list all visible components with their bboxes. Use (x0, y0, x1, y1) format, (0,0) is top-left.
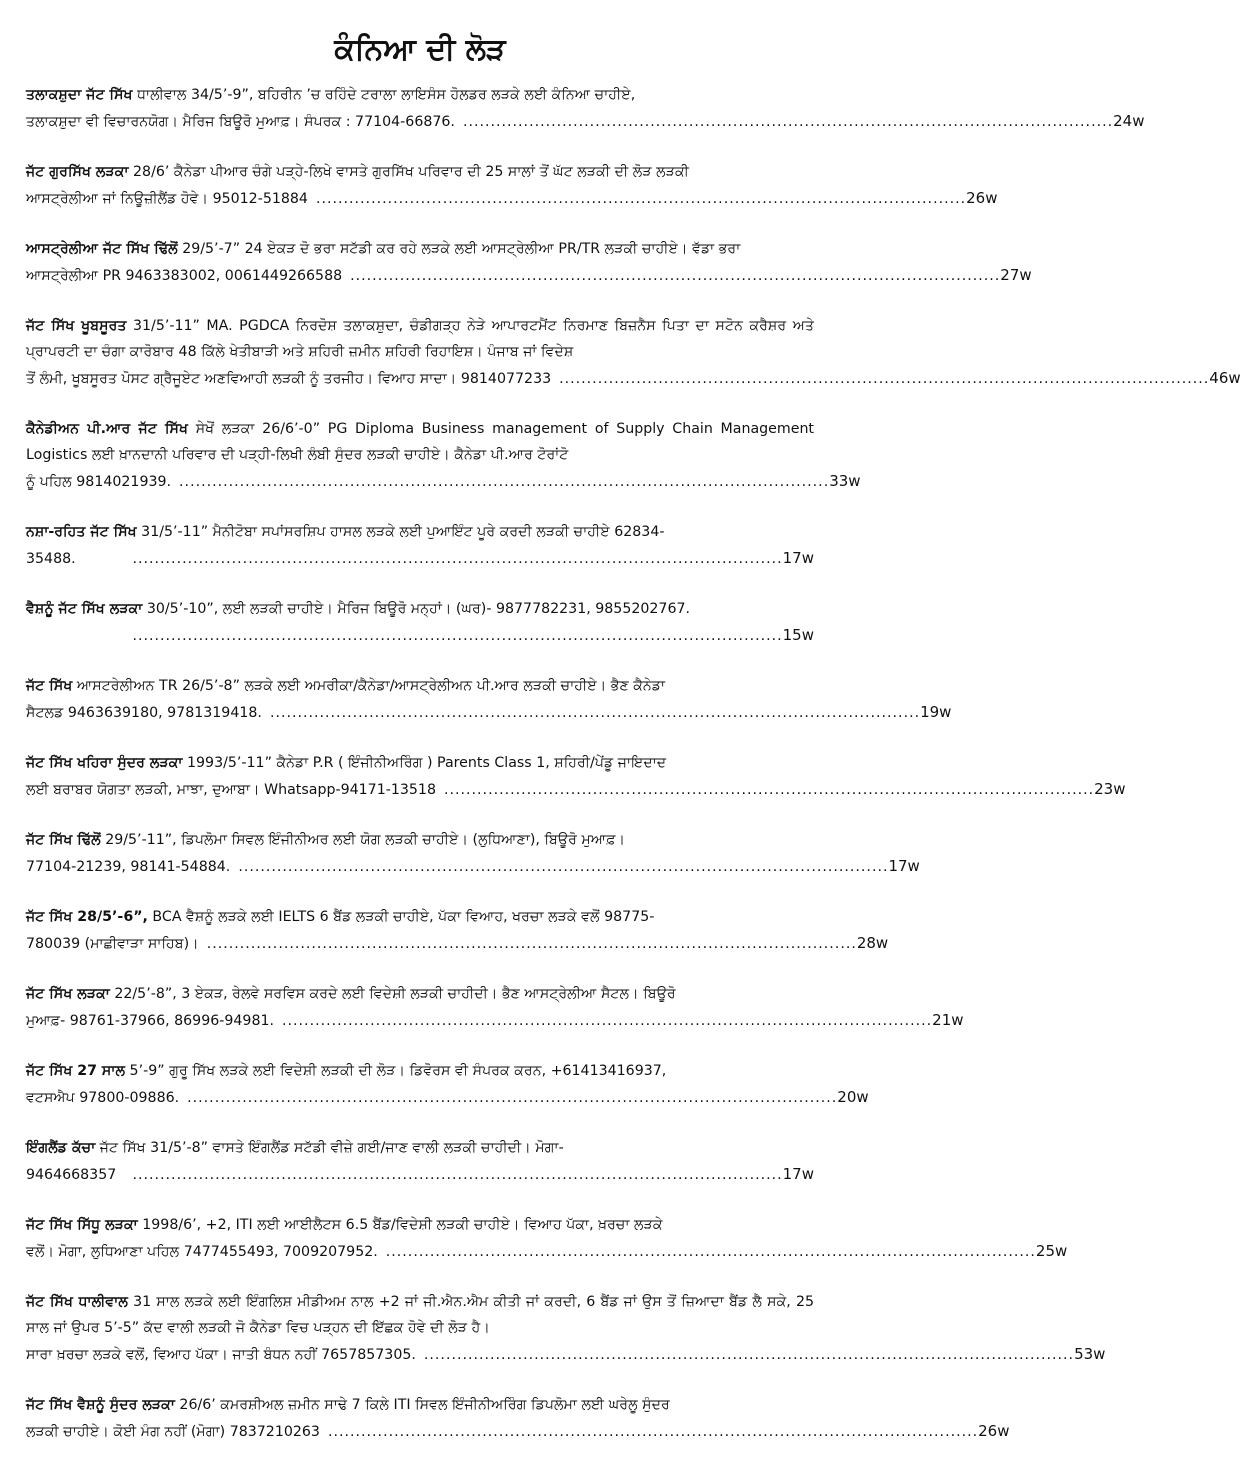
ad-code: 21w (932, 1011, 964, 1029)
ad-code: 33w (829, 472, 861, 490)
dot-leader (238, 854, 888, 880)
ad-code: 46w (1209, 369, 1241, 387)
ad-body (26, 1058, 814, 1084)
ad-tail-text: ਆਸਟ੍ਰੇਲੀਆ PR 9463383002, 0061449266588 (26, 268, 343, 284)
ad-15 (26, 1212, 1068, 1265)
ad-lead: ਵੈਸ਼ਨੂੰ ਜੱਟ ਸਿੱਖ ਲੜਕਾ (26, 601, 143, 617)
dot-leader (207, 931, 857, 957)
ad-12 (26, 981, 964, 1034)
ad-tail-text: ਲਈ ਬਰਾਬਰ ਯੋਗਤਾ ਲੜਕੀ, ਮਾਝਾ, ਦੁਆਬਾ। Whatsapp-94171-13518 (26, 782, 436, 798)
ad-text: 29/5’-7” 24 ਏਕੜ ਦੋ ਭਰਾ ਸਟੱਡੀ ਕਰ ਰਹੇ ਲੜਕੇ ਲਈ ਆਸਟ੍ਰੇਲੀਆ PR/TR ਲੜਕੀ ਚਾਹੀਏ। ਵੱਡਾ ਭਰਾ (177, 241, 741, 257)
ad-body (26, 981, 814, 1007)
ad-code: 25w (1035, 1242, 1068, 1260)
ad-text: 31/5’-11” MA. PGDCA ਨਿਰਦੋਸ਼ ਤਲਾਕਸ਼ੁਦਾ, ਚੰਡੀਗੜ੍ਹ ਨੇੜੇ ਆਪਾਰਟਮੈਂਟ ਨਿਰਮਾਣ ਬਿਜ਼ਨੈਸ ਪਿਤਾ ਦਾ ਸਟੋਨ ਕਰੈਸ਼ਰ ਅਤੇ ਪ੍ਰਾਪਰਟੀ ਦਾ ਚੰਗਾ ਕਾਰੋਬਾਰ 48 ਕਿੱਲੇ ਖੇਤੀਬਾੜੀ ਅਤੇ ਸ਼ਹਿਰੀ ਜ਼ਮੀਨ ਸ਼ਹਿਰੀ ਰਿਹਾਇਸ਼। ਪੰਜਾਬ ਜਾਂ ਵਿਦੇਸ਼ (26, 318, 814, 360)
ad-tail (26, 1238, 1068, 1265)
ad-body (26, 750, 814, 776)
ad-text: 29/5’-11”, ਡਿਪਲੋਮਾ ਸਿਵਲ ਇੰਜੀਨੀਅਰ ਲਈ ਯੋਗ ਲੜਕੀ ਚਾਹੀਏ। (ਲੁਧਿਆਣਾ), ਬਿਊਰੋ ਮੁਆਫ਼। (100, 832, 626, 848)
dot-leader (559, 366, 1209, 392)
dot-leader (316, 186, 966, 212)
ad-tail (26, 545, 814, 572)
ad-lead: ਜੱਟ ਸਿੱਖ 28/5’-6”, (26, 909, 148, 925)
ad-tail-text: ਲੜਕੀ ਚਾਹੀਏ। ਕੋਈ ਮੰਗ ਨਹੀਂ (ਮੋਗਾ) 7837210263 (26, 1424, 320, 1440)
dot-leader (350, 263, 1000, 289)
ad-body (26, 519, 814, 545)
ad-tail (26, 622, 814, 649)
ad-lead: ਜੱਟ ਸਿੱਖ ਸਿੱਧੂ ਲੜਕਾ (26, 1217, 138, 1233)
ad-tail (26, 108, 1145, 135)
ad-text: ਧਾਲੀਵਾਲ 34/5’-9”, ਬਹਿਰੀਨ ’ਚ ਰਹਿੰਦੇ ਟਰਾਲਾ ਲਾਇਸੰਸ ਹੋਲਡਰ ਲੜਕੇ ਲਈ ਕੰਨਿਆ ਚਾਹੀਏ, (132, 87, 636, 103)
ad-tail (26, 1084, 869, 1111)
ad-text: BCA ਵੈਸ਼ਨੂੰ ਲੜਕੇ ਲਈ IELTS 6 ਬੈਂਡ ਲੜਕੀ ਚਾਹੀਏ, ਪੱਕਾ ਵਿਆਹ, ਖਰਚਾ ਲੜਕੇ ਵਲੋਂ 98775- (147, 909, 655, 925)
ad-7 (26, 596, 814, 649)
ad-tail (26, 365, 1241, 392)
ad-body (26, 904, 814, 930)
ad-tail (26, 853, 920, 880)
ad-code: 19w (920, 703, 952, 721)
ad-code: 26w (966, 189, 998, 207)
dot-leader (463, 109, 1113, 135)
ad-text: 5’-9” ਗੁਰੂ ਸਿੱਖ ਲੜਕੇ ਲਈ ਵਿਦੇਸ਼ੀ ਲੜਕੀ ਦੀ ਲੋੜ। ਡਿਵੋਰਸ ਵੀ ਸੰਪਰਕ ਕਰਨ, +61413416937, (125, 1063, 667, 1079)
dot-leader (84, 546, 783, 572)
ad-tail-text: ਤੋਂ ਲੰਮੀ, ਖੂਬਸੂਰਤ ਪੋਸਟ ਗ੍ਰੈਜੂਏਟ ਅਣਵਿਆਹੀ ਲੜਕੀ ਨੂੰ ਤਰਜੀਹ। ਵਿਆਹ ਸਾਦਾ। 9814077233 (26, 371, 552, 387)
ad-tail-text: 77104-21239, 98141-54884. (26, 859, 231, 875)
ad-tail (26, 1341, 1106, 1368)
ad-body (26, 313, 814, 365)
ad-code: 20w (837, 1088, 869, 1106)
ad-body (26, 673, 814, 699)
ad-tail-text: 9464668357 (26, 1167, 117, 1183)
ad-tail-text: ਸੈਟਲਡ 9463639180, 9781319418. (26, 705, 262, 721)
ad-code: 28w (856, 934, 889, 952)
ad-tail (26, 1161, 814, 1188)
ad-lead: ਜੱਟ ਸਿੱਖ ਖੂਬਸੂਰਤ (26, 318, 127, 334)
ad-lead: ਜੱਟ ਸਿੱਖ ਧਾਲੀਵਾਲ (26, 1294, 128, 1310)
ad-text: 31 ਸਾਲ ਲੜਕੇ ਲਈ ਇੰਗਲਿਸ਼ ਮੀਡੀਅਮ ਨਾਲ +2 ਜਾਂ ਜੀ.ਐਨ.ਐਮ ਕੀਤੀ ਜਾਂ ਕਰਦੀ, 6 ਬੈਂਡ ਜਾਂ ਉਸ ਤੋਂ ਜ਼ਿਆਦਾ ਬੈਂਡ ਲੈ ਸਕੇ, 25 ਸਾਲ ਜਾਂ ਉਪਰ 5’-5” ਕੱਦ ਵਾਲੀ ਲੜਕੀ ਜੋ ਕੈਨੇਡਾ ਵਿਚ ਪੜ੍ਹਨ ਦੀ ਇੱਛਕ ਹੋਵੇ ਦੀ ਲੋੜ ਹੈ। (26, 1294, 815, 1336)
ad-code: 17w (782, 1165, 814, 1183)
ad-10 (26, 827, 920, 880)
ad-body (26, 236, 814, 262)
ad-tail (26, 776, 1126, 803)
ad-lead: ਜੱਟ ਸਿੱਖ (26, 678, 73, 694)
ad-lead: ਜੱਟ ਸਿੱਖ ਵੈਸ਼ਨੂੰ ਸੁੰਦਰ ਲੜਕਾ (26, 1397, 175, 1413)
ad-1 (26, 82, 1145, 135)
dot-leader (124, 1162, 782, 1188)
ad-code: 26w (978, 1422, 1010, 1440)
ad-16 (26, 1289, 1106, 1368)
ad-2 (26, 159, 998, 212)
ad-body (26, 1289, 814, 1341)
ad-5 (26, 416, 861, 495)
ad-13 (26, 1058, 869, 1111)
ad-tail-text: ਨੂੰ ਪਹਿਲ 9814021939. (26, 474, 172, 490)
ad-tail (26, 699, 952, 726)
ad-tail-text: 780039 (ਮਾਛੀਵਾੜਾ ਸਾਹਿਬ)। (26, 936, 199, 952)
ad-lead: ਇੰਗਲੈਂਡ ਕੱਚਾ (26, 1140, 96, 1156)
ad-code: 17w (888, 857, 920, 875)
ad-lead: ਜੱਟ ਸਿੱਖ ਢਿੱਲੋਂ (26, 832, 101, 848)
ad-body (26, 82, 814, 108)
ad-tail-text: ਵਲੋਂ। ਮੋਗਾ, ਲੁਧਿਆਣਾ ਪਹਿਲ 7477455493, 7009207952. (26, 1244, 378, 1260)
ad-code: 53w (1074, 1345, 1106, 1363)
ad-tail-text: ਤਲਾਕਸ਼ੁਦਾ ਵੀ ਵਿਚਾਰਨਯੋਗ। ਮੈਰਿਜ ਬਿਊਰੋ ਮੁਆਫ਼। ਸੰਪਰਕ : 77104-66876. (26, 114, 455, 130)
ad-text: 26/6’ ਕਮਰਸ਼ੀਅਲ ਜ਼ਮੀਨ ਸਾਢੇ 7 ਕਿਲੇ ITI ਸਿਵਲ ਇੰਜੀਨੀਅਰਿੰਗ ਡਿਪਲੋਮਾ ਲਈ ਘਰੇਲੂ ਸੁੰਦਰ (174, 1397, 670, 1413)
dot-leader (328, 1419, 978, 1445)
ad-8 (26, 673, 952, 726)
ad-9 (26, 750, 1126, 803)
dot-leader (179, 469, 829, 495)
ad-lead: ਆਸਟ੍ਰੇਲੀਆ ਜੱਟ ਸਿੱਖ ਢਿੱਲੋਂ (26, 241, 178, 257)
dot-leader (187, 1085, 837, 1111)
ad-4 (26, 313, 1241, 392)
dot-leader (34, 623, 783, 649)
ad-text: 22/5’-8”, 3 ਏਕੜ, ਰੇਲਵੇ ਸਰਵਿਸ ਕਰਦੇ ਲਈ ਵਿਦੇਸ਼ੀ ਲੜਕੀ ਚਾਹੀਦੀ। ਭੈਣ ਆਸਟ੍ਰੇਲੀਆ ਸੈਟਲ। ਬਿਊਰੋ (109, 986, 676, 1002)
ad-code: 15w (782, 626, 814, 644)
dot-leader (270, 700, 920, 726)
ad-text: ਆਸਟਰੇਲੀਅਨ TR 26/5’-8” ਲੜਕੇ ਲਈ ਅਮਰੀਕਾ/ਕੈਨੇਡਾ/ਆਸਟ੍ਰੇਲੀਅਨ ਪੀ.ਆਰ ਲੜਕੀ ਚਾਹੀਏ। ਭੈਣ ਕੈਨੇਡਾ (72, 678, 666, 694)
ad-tail-text: 35488. (26, 551, 76, 567)
ad-tail-text: ਵਟਸਐਪ 97800-09886. (26, 1090, 180, 1106)
ad-lead: ਜੱਟ ਸਿੱਖ 27 ਸਾਲ (26, 1063, 126, 1079)
ad-3 (26, 236, 1032, 289)
ad-body (26, 416, 814, 468)
ad-17 (26, 1392, 1010, 1445)
ad-text: 1998/6’, +2, ITI ਲਈ ਆਈਲੈਟਸ 6.5 ਬੈਂਡ/ਵਿਦੇਸ਼ੀ ਲੜਕੀ ਚਾਹੀਏ। ਵਿਆਹ ਪੱਕਾ, ਖ਼ਰਚਾ ਲੜਕੇ (137, 1217, 663, 1233)
dot-leader (424, 1342, 1074, 1368)
ad-text: 31/5’-11” ਮੈਨੀਟੋਬਾ ਸਪਾਂਸਰਸ਼ਿਪ ਹਾਸਲ ਲੜਕੇ ਲਈ ਪੁਆਇੰਟ ਪੂਰੇ ਕਰਦੀ ਲੜਕੀ ਚਾਹੀਏ 62834- (136, 524, 665, 540)
ad-text: ਸੇਖੋਂ ਲੜਕਾ 26/6’-0” PG Diploma Business management of Supply Chain Management Logistics ਲਈ ਖ਼ਾਨਦਾਨੀ ਪਰਿਵਾਰ ਦੀ ਪੜ੍ਹੀ-ਲਿਖੀ ਲੰਬੀ ਸੁੰਦਰ ਲੜਕੀ ਚਾਹੀਏ। ਕੈਨੇਡਾ ਪੀ.ਆਰ ਟੋਰਾਂਟੋ (26, 421, 814, 463)
ad-body (26, 1392, 814, 1418)
ad-tail (26, 468, 861, 495)
ad-tail (26, 185, 998, 212)
ad-body (26, 159, 814, 185)
dot-leader (386, 1239, 1036, 1265)
ad-lead: ਕੈਨੇਡੀਅਨ ਪੀ.ਆਰ ਜੱਟ ਸਿੱਖ (26, 421, 188, 437)
ad-lead: ਜੱਟ ਸਿੱਖ ਖਹਿਰਾ ਸੁੰਦਰ ਲੜਕਾ (26, 755, 183, 771)
dot-leader (282, 1008, 932, 1034)
ad-code: 23w (1094, 780, 1126, 798)
ad-code: 24w (1113, 112, 1145, 130)
ad-lead: ਨਸ਼ਾ-ਰਹਿਤ ਜੱਟ ਸਿੱਖ (26, 524, 137, 540)
ad-6 (26, 519, 814, 572)
ad-body (26, 827, 814, 853)
page-title: ਕੰਨਿਆ ਦੀ ਲੋੜ (334, 32, 506, 67)
ad-code: 27w (1000, 266, 1032, 284)
ad-tail (26, 1007, 964, 1034)
ad-lead: ਤਲਾਕਸ਼ੁਦਾ ਜੱਟ ਸਿੱਖ (26, 87, 133, 103)
ad-code: 17w (782, 549, 814, 567)
dot-leader (444, 777, 1094, 803)
ad-lead: ਜੱਟ ਗੁਰਸਿੱਖ ਲੜਕਾ (26, 164, 129, 180)
ad-tail-text: ਆਸਟ੍ਰੇਲੀਆ ਜਾਂ ਨਿਊਜ਼ੀਲੈਂਡ ਹੋਵੇ। 95012-51884 (26, 191, 308, 207)
ad-text: 1993/5’-11” ਕੈਨੇਡਾ P.R ( ਇੰਜੀਨੀਅਰਿੰਗ ) Parents Class 1, ਸ਼ਹਿਰੀ/ਪੇਂਡੂ ਜਾਇਦਾਦ (182, 755, 667, 771)
ad-body (26, 596, 814, 622)
ad-body (26, 1135, 814, 1161)
ad-tail-text: ਮੁਆਫ਼- 98761-37966, 86996-94981. (26, 1013, 275, 1029)
ad-14 (26, 1135, 814, 1188)
ad-11 (26, 904, 889, 957)
ad-tail (26, 930, 889, 957)
ad-tail (26, 262, 1032, 289)
ad-text: 30/5’-10”, ਲਈ ਲੜਕੀ ਚਾਹੀਏ। ਮੈਰਿਜ ਬਿਊਰੋ ਮਨ੍ਹਾਂ। (ਘਰ)- 9877782231, 9855202767. (142, 601, 691, 617)
ad-text: ਜੱਟ ਸਿੱਖ 31/5’-8” ਵਾਸਤੇ ਇੰਗਲੈਂਡ ਸਟੱਡੀ ਵੀਜ਼ੇ ਗਈ/ਜਾਣ ਵਾਲੀ ਲੜਕੀ ਚਾਹੀਦੀ। ਮੋਗਾ- (95, 1140, 564, 1156)
ad-tail (26, 1418, 1010, 1445)
ad-tail-text: ਸਾਰਾ ਖ਼ਰਚਾ ਲੜਕੇ ਵਲੋਂ, ਵਿਆਹ ਪੱਕਾ। ਜਾਤੀ ਬੰਧਨ ਨਹੀਂ 7657857305. (26, 1347, 416, 1363)
ad-lead: ਜੱਟ ਸਿੱਖ ਲੜਕਾ (26, 986, 110, 1002)
ad-body (26, 1212, 814, 1238)
ad-text: 28/6’ ਕੈਨੇਡਾ ਪੀਆਰ ਚੰਗੇ ਪੜ੍ਹੇ-ਲਿਖੇ ਵਾਸਤੇ ਗੁਰਸਿੱਖ ਪਰਿਵਾਰ ਦੀ 25 ਸਾਲਾਂ ਤੋਂ ਘੱਟ ਲੜਕੀ ਦੀ ਲੋੜ ਲੜਕੀ (128, 164, 689, 180)
